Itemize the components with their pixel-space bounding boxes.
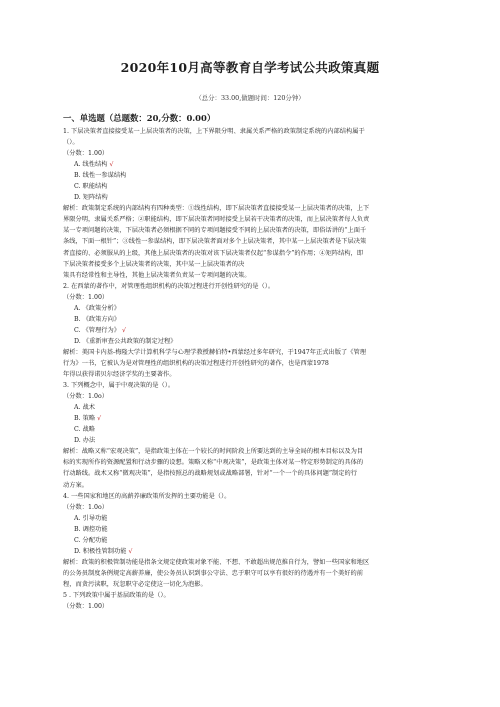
text-line: （分数：1.00） [63, 293, 109, 301]
text-line: 程，而贪污渎职，玩忽职守必定使这一切化为泡影。 [63, 580, 207, 588]
text-line: 界限分明，隶属关系严格；②职能结构，即下层决策者同时接受上层若干决策者的决策，而上层决策者每人负责 [63, 216, 370, 224]
text-line: 5 . 下列政策中属于基层政策的是（）。 [63, 591, 170, 599]
section-heading: 一、单选题（总题数：20,分数：0.00） [63, 113, 216, 123]
document-title: 2020年10月高等教育自学考试公共政策真题 [120, 60, 380, 75]
answer-option: B. 线性一参谋结构 [74, 172, 127, 180]
text-line: （）。 [63, 139, 79, 147]
text-line: 某一专项问题的决策，下层决策者必须根据不同的专项问题接受不同的上层决策者的决策，即俗话讲的“上面千 [63, 227, 367, 235]
answer-option: A. 引导功能 [74, 514, 108, 522]
answer-option: B. 调控功能 [74, 525, 108, 533]
text-line: 4. 一些国家和地区的高薪养廉政策所发挥的主要功能是（）。 [63, 492, 231, 500]
text-line: 行动路线。战术又称“微观决策”，是指按照总的战略规划或战略部署，针对“一个一个的具体问题”制定的行 [63, 470, 358, 478]
answer-option: A. 线性结构 √ [74, 161, 114, 169]
answer-option: A. 战术 [74, 404, 95, 412]
text-line: 行为》一书，它被认为是对管理性的组织机构的决策过程进行开创性研究的著作，也是西蒙1978 [63, 359, 329, 367]
answer-option: C. 职能结构 [74, 183, 108, 191]
text-line: 解析：战略又称“宏观决策”，是指政策主体在一个较长的时间阶段上所要达到的主导全局的根本目标以及为目 [63, 448, 364, 456]
text-line: 年得以获得诺贝尔经济学奖的主要著作。 [63, 371, 176, 379]
correct-answer-check-icon: √ [122, 326, 127, 334]
text-line: 策具有经常性和主导性，其他上层决策者负责某一专项问题的决策。 [63, 271, 251, 279]
text-line: 解析：美国卡内基-梅隆大学计算机科学与心理学教授赫伯特•西蒙经过多年研究，于1947年正式出版了《管理 [63, 348, 366, 356]
text-line: 解析：政策制定系统的内部结构有四种类型：①线性结构，即下层决策者直接接受某一上层决策者的决策，上下 [63, 205, 370, 213]
answer-option: D. 《重新审查公共政策的制定过程》 [74, 337, 177, 345]
text-line: （分数：1.0o） [63, 393, 108, 401]
text-line: 条线，下面一根针”；③线性一参谋结构，即下层决策者面对多个上层决策者，其中某一上层决策者是下层决策 [63, 238, 367, 246]
answer-option: B. 《政策方向》 [74, 315, 121, 323]
text-line: （分数：1.00） [63, 603, 109, 611]
text-line: 解析：政策的积极管制功能是指条文规定使政策对象不能、不想、不敢超出规范推自行为，譬如一些国家和地区 [63, 558, 370, 566]
answer-option: C. 分配功能 [74, 536, 108, 544]
answer-option: A. 《政策分析》 [74, 304, 120, 312]
answer-option: C. 战略 [74, 426, 96, 434]
answer-option: D. 矩阵结构 [74, 194, 108, 202]
text-line: 3. 下列概念中，属于中观决策的是（）。 [63, 382, 175, 390]
text-line: 2. 在西蒙的著作中，对管理性组织机构的决策过程进行开创性研究的是（）。 [63, 282, 275, 290]
answer-option: D. 积极性管制功能 √ [74, 547, 133, 555]
correct-answer-check-icon: √ [97, 415, 102, 423]
correct-answer-check-icon: √ [128, 547, 133, 555]
answer-option: C. 《管理行为》 √ [74, 326, 127, 334]
exam-info: （总分：33.00,做题时间：120分钟） [195, 94, 305, 102]
question-content [63, 126, 445, 612]
text-line: （分数：1.0o） [63, 503, 108, 511]
text-line: 1. 下层决策者直接接受某一上层决策者的决策，上下界限分明、隶属关系严格的政策制定系统的内部结构属于 [63, 128, 365, 135]
text-line: 动方案。 [63, 481, 88, 489]
text-line: 者直接的、必须服从的上级，其他上层决策者的决策对该下层决策者仅起“参谋指令”的作用；④矩阵结构，即 [63, 249, 364, 257]
correct-answer-check-icon: √ [109, 161, 114, 169]
text-line: 标的实现所作的资源配置和行动步骤的设想。策略又称“中观决策”，是政策主体对某一特定形势制定的具体的 [63, 459, 364, 467]
answer-option: D. 办法 [74, 437, 96, 445]
text-line: 下层决策者接受多个上层决策者的决策，其中某一上层决策者的决 [63, 260, 245, 268]
answer-option: B. 策略 √ [74, 415, 102, 423]
text-line: 的公务员制度条例规定高薪养廉，使公务员认识到事公守法、忠于职守可以享有很好的待遇并有一个美好的前 [63, 569, 363, 577]
text-line: （分数：1.00） [63, 150, 109, 158]
